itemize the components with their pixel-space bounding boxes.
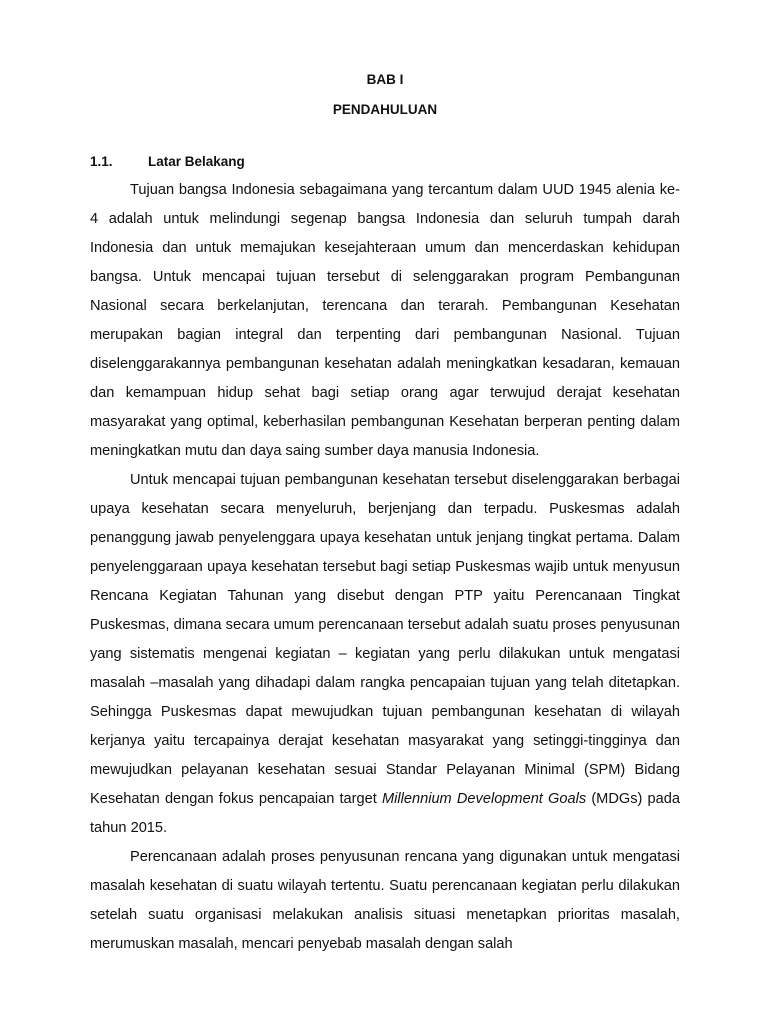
section-heading [90, 154, 680, 170]
paragraph-2 [90, 466, 680, 843]
chapter-title: PENDAHULUAN [332, 102, 438, 117]
section-number: 1.1. [90, 154, 113, 169]
paragraph-3 [90, 843, 680, 959]
paragraph-2-text-before: Untuk mencapai tujuan pembangunan kesehatan tersebut diselenggarakan berbagai upaya kesehatan secara menyeluruh, berjenjang dan terpadu. Puskesmas adalah penanggung jawab penyelenggara upaya kesehatan untuk jenjang tingkat pertama. Dalam penyelenggaraan upaya kesehatan tersebut bagi setiap Puskesmas wajib untuk menyusun Rencana Kegiatan Tahunan yang disebut dengan PTP yaitu Perencanaan Tingkat Puskesmas, dimana secara umum perencanaan tersebut adalah suatu proses penyusunan yang sistematis mengenai kegiatan – kegiatan yang perlu dilakukan untuk mengatasi masalah –masalah yang dihadapi dalam rangka pencapaian tujuan yang telah ditetapkan. Sehingga Puskesmas dapat mewujudkan tujuan pembangunan kesehatan di wilayah kerjanya yaitu tercapainya derajat kesehatan masyarakat yang setinggi-tingginya dan mewujudkan pelayanan kesehatan sesuai Standar Pelayanan Minimal (SPM) Bidang Kesehatan dengan fokus pencapaian target [90, 472, 680, 807]
paragraph-2-italic-term: Millennium Development Goals [381, 791, 587, 807]
paragraph-1 [90, 176, 680, 466]
paragraph-1-text: Tujuan bangsa Indonesia sebagaimana yang tercantum dalam UUD 1945 alenia ke-4 adalah untuk melindungi segenap bangsa Indonesia dan seluruh tumpah darah Indonesia dan untuk memajukan kesejahteraan umum dan mencerdaskan kehidupan bangsa. Untuk mencapai tujuan tersebut di selenggarakan program Pembangunan Nasional secara berkelanjutan, terencana dan terarah. Pembangunan Kesehatan merupakan bagian integral dan terpenting dari pembangunan Nasional. Tujuan diselenggarakannya pembangunan kesehatan adalah meningkatkan kesadaran, kemauan dan kemampuan hidup sehat bagi setiap orang agar terwujud derajat kesehatan masyarakat yang optimal, keberhasilan pembangunan Kesehatan berperan penting dalam meningkatkan mutu dan daya saing sumber daya manusia Indonesia. [90, 182, 680, 459]
section-title: Latar Belakang [148, 154, 245, 169]
chapter-label: BAB I [366, 72, 404, 87]
paragraph-3-text: Perencanaan adalah proses penyusunan rencana yang digunakan untuk mengatasi masalah kesehatan di suatu wilayah tertentu. Suatu perencanaan kegiatan perlu dilakukan setelah suatu organisasi melakukan analisis situasi menetapkan prioritas masalah, merumuskan masalah, mencari penyebab masalah dengan salah [90, 849, 680, 952]
paragraph-2-text-after: (MDGs) pada tahun 2015. [90, 791, 681, 836]
